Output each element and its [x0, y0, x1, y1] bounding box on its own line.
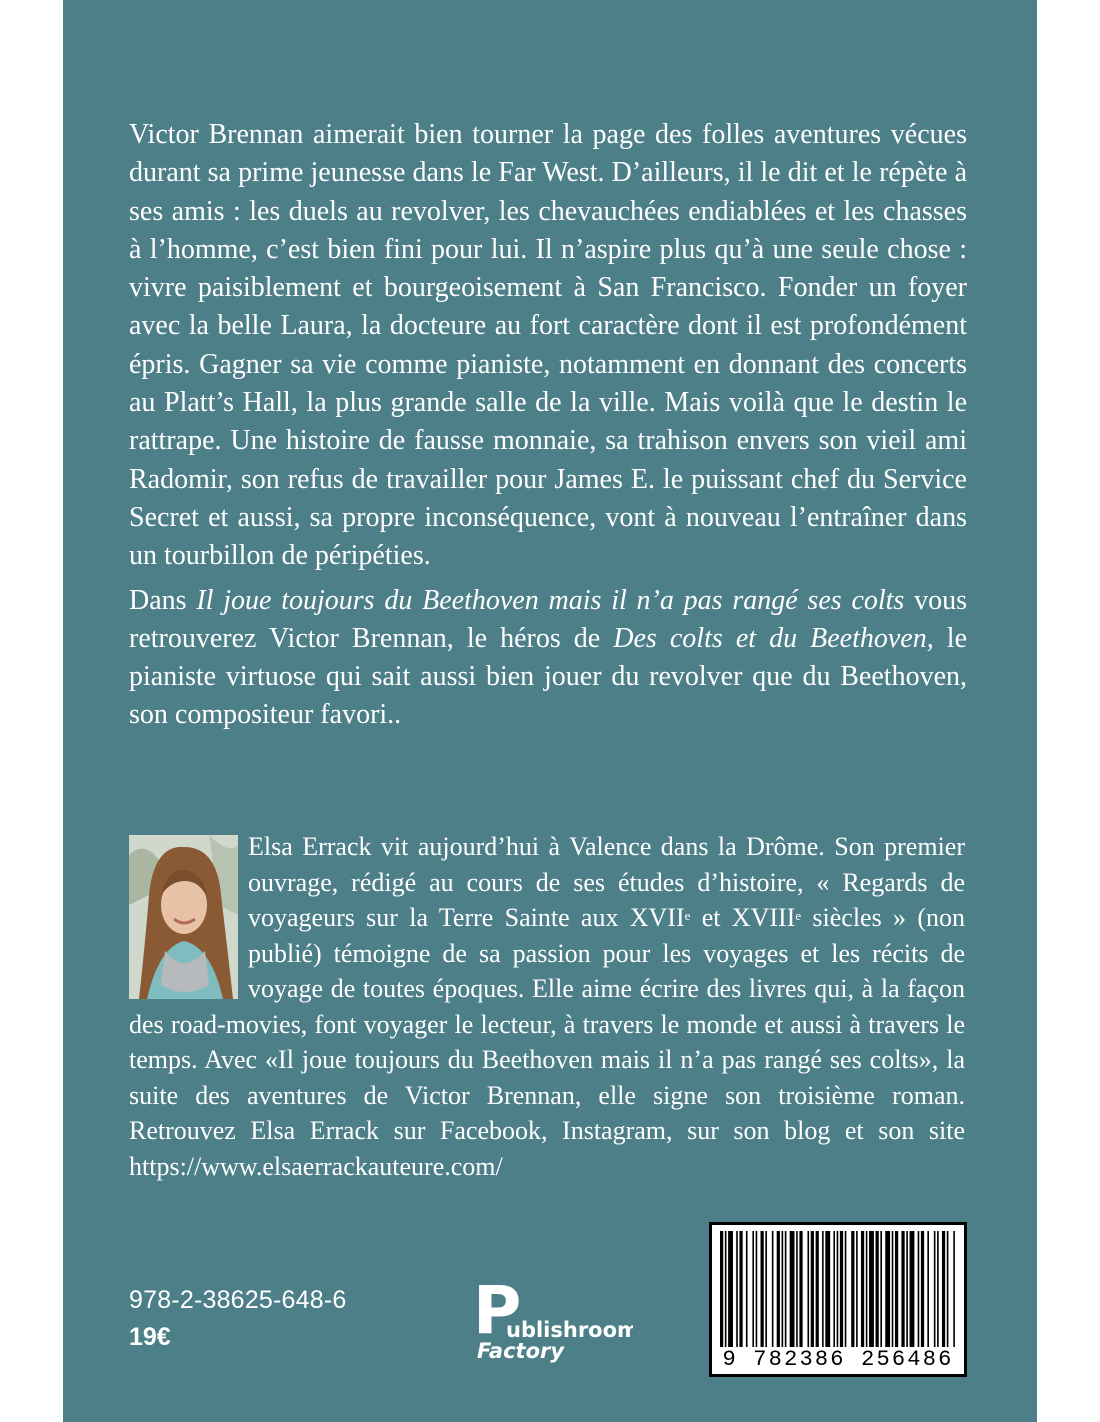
barcode	[709, 1222, 967, 1377]
barcode-bars	[718, 1231, 958, 1349]
barcode-bar	[756, 1231, 758, 1347]
barcode-bar	[782, 1231, 784, 1347]
book-title: Il joue toujours du Beethoven mais il n’a pas rangé ses colts	[196, 584, 905, 616]
bio-text: Elsa Errack vit aujourd’hui à Valence dans la Drôme. Son premier ouvrage, rédigé au cours de ses études d’histoire, « Regards de voyageurs sur la Terre Sainte aux XVII	[248, 832, 965, 932]
barcode-bar	[799, 1231, 802, 1347]
publisher-logo	[473, 1277, 633, 1367]
barcode-bar	[876, 1231, 879, 1347]
barcode-bar	[772, 1231, 774, 1347]
back-cover	[63, 0, 1037, 1422]
barcode-bar	[906, 1231, 908, 1347]
isbn: 978-2-38625-648-6	[129, 1286, 347, 1314]
barcode-bar	[910, 1231, 915, 1347]
author-photo	[129, 835, 238, 999]
barcode-bar	[777, 1231, 780, 1347]
barcode-bar	[927, 1231, 929, 1347]
barcode-bar	[728, 1231, 733, 1347]
synopsis-text: vous retrouverez Victor Brennan, le héros de	[129, 584, 968, 654]
barcode-digits: 9 782386 256486	[722, 1347, 954, 1372]
barcode-bar	[851, 1231, 854, 1347]
barcode-bar	[816, 1231, 819, 1347]
author-bio-text	[129, 829, 965, 1184]
barcode-bar	[869, 1231, 874, 1347]
barcode-bar	[845, 1231, 847, 1347]
barcode-bar	[796, 1231, 798, 1347]
barcode-bar	[807, 1231, 809, 1347]
barcode-bar	[866, 1231, 868, 1347]
barcode-bar	[739, 1231, 742, 1347]
barcode-bar	[934, 1231, 936, 1347]
barcode-bar	[752, 1231, 754, 1347]
barcode-bar	[790, 1231, 795, 1347]
author-bio	[129, 829, 965, 1184]
superscript: e	[684, 908, 691, 923]
synopsis	[129, 116, 967, 735]
bio-text: et XVIII	[690, 903, 796, 932]
barcode-bar	[746, 1231, 748, 1347]
barcode-bar	[953, 1231, 955, 1347]
barcode-bar	[833, 1231, 835, 1347]
publisher-name: ublishroom	[506, 1318, 633, 1342]
barcode-bar	[785, 1231, 787, 1347]
barcode-bar	[895, 1231, 898, 1347]
synopsis-paragraph-2	[129, 582, 967, 735]
barcode-bar	[885, 1231, 890, 1347]
barcode-bar	[765, 1231, 767, 1347]
barcode-bar	[901, 1231, 904, 1347]
barcode-bar	[937, 1231, 939, 1347]
barcode-bar	[822, 1231, 824, 1347]
barcode-bar	[921, 1231, 924, 1347]
bio-text: siècles » (non publié) témoigne de sa passion pour les voyages et les récits de voyage de toutes époques. Elle aime écrire des livres qui, à la façon des road-movies, font voyager le lecteur, à travers le monde et aussi à travers le temps. Avec «Il joue toujours du Beethoven mais il n’a pas rangé ses colts», la suite des aventures de Victor Brennan, elle signe son troisième roman. Retrouvez Elsa Errack sur Facebook, Instagram, sur son blog et son site https://www.elsaerrackauteure.com/	[129, 903, 965, 1181]
synopsis-text: le pianiste virtuose qui sait aussi bien jouer du revolver que du Beethoven, son compositeur favori..	[129, 622, 967, 731]
barcode-bar	[725, 1231, 727, 1347]
barcode-bar	[942, 1231, 945, 1347]
previous-book-title: Des colts et du Beethoven,	[613, 622, 934, 654]
barcode-bar	[736, 1231, 738, 1347]
barcode-bar	[811, 1231, 814, 1347]
barcode-bar	[918, 1231, 920, 1347]
barcode-bar	[825, 1231, 830, 1347]
barcode-bar	[947, 1231, 949, 1347]
publisher-line2: Factory	[477, 1339, 565, 1363]
synopsis-text: Dans	[129, 584, 197, 616]
barcode-bar	[892, 1231, 894, 1347]
barcode-bar	[861, 1231, 864, 1347]
logo-letter: P	[473, 1277, 522, 1349]
barcode-bar	[856, 1231, 858, 1347]
barcode-bar	[720, 1231, 723, 1347]
superscript: e	[795, 908, 802, 923]
synopsis-paragraph-1: Victor Brennan aimerait bien tourner la page des folles aventures vécues durant sa prime jeunesse dans le Far West. D’ailleurs, il le dit et le répète à ses amis : les duels au revolver, les chevauchées endiablées et les chasses à l’homme, c’est bien fini pour lui. Il n’aspire plus qu’à une seule chose : vivre paisiblement et bourgeoisement à San Francisco. Fonder un foyer avec la belle Laura, la docteure au fort caractère dont il est profondément épris. Gagner sa vie comme pianiste, notamment en donnant des concerts au Platt’s Hall, la plus grande salle de la ville. Mais voilà que le destin le rattrape. Une histoire de fausse monnaie, sa trahison envers son vieil ami Radomir, son refus de travailler pour James E. le puissant chef du Service Secret et aussi, sa propre inconséquence, vont à nouveau l’entraîner dans un tourbillon de péripéties.	[129, 119, 967, 572]
barcode-bar	[837, 1231, 839, 1347]
barcode-bar	[840, 1231, 843, 1347]
barcode-bar	[761, 1231, 764, 1347]
price: 19€	[129, 1323, 171, 1351]
barcode-bar	[880, 1231, 882, 1347]
